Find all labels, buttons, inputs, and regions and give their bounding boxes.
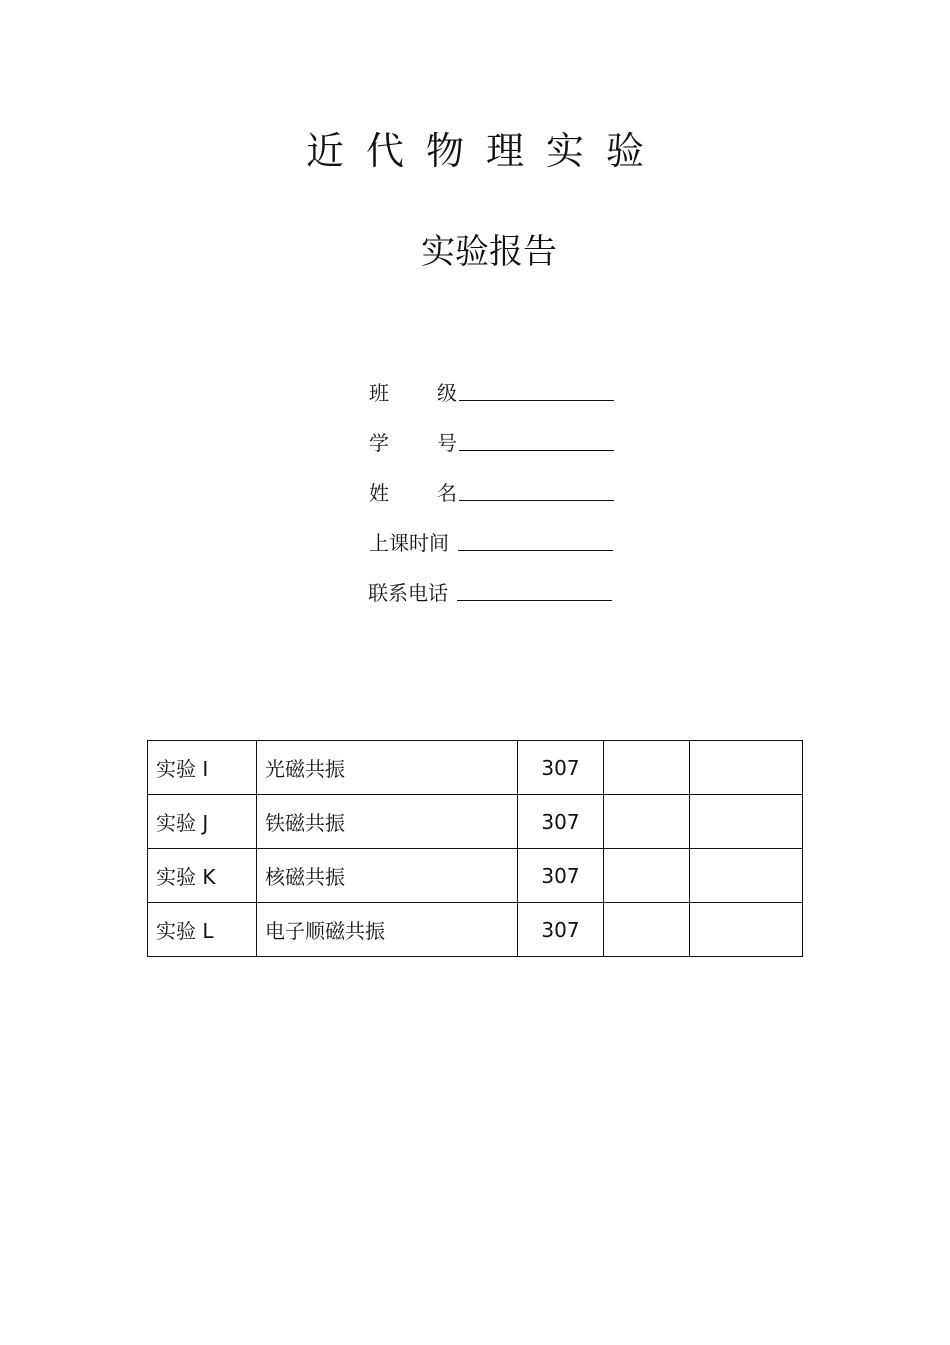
field-name-label-part2: 名 [437,481,457,505]
experiment-code: 实验 J [148,795,257,849]
experiment-room: 307 [518,849,604,903]
table-row [148,795,803,849]
experiment-code: 实验 K [148,849,257,903]
field-class [369,377,629,427]
empty-cell[interactable] [690,903,803,957]
table-row [148,741,803,795]
field-class-time-blank[interactable] [458,527,613,551]
experiment-name: 铁磁共振 [257,795,518,849]
experiment-room: 307 [518,795,604,849]
empty-cell[interactable] [690,741,803,795]
field-name-label-part1: 姓 [369,481,389,505]
field-student-id-label-part1: 学 [369,431,389,455]
experiment-name: 核磁共振 [257,849,518,903]
field-class-time-label: 上课时间 [369,531,449,555]
field-class-label-part1: 班 [369,381,389,405]
experiment-code: 实验 I [148,741,257,795]
field-class-blank[interactable] [459,377,614,401]
table-row [148,849,803,903]
experiment-table [147,740,803,957]
field-phone-label: 联系电话 [368,581,448,605]
student-info-form [369,377,629,627]
field-name-blank[interactable] [459,477,614,501]
field-phone-blank[interactable] [457,577,612,601]
table-row [148,903,803,957]
field-class-label-part2: 级 [437,381,457,405]
field-class-time [369,527,629,577]
experiment-room: 307 [518,741,604,795]
field-student-id-label [369,427,457,456]
field-name-label [369,477,457,506]
page-subtitle: 实验报告 [421,232,557,272]
page-title: 近代物理实验 [305,129,666,173]
experiment-room: 307 [518,903,604,957]
field-name [369,477,629,527]
field-student-id [369,427,629,477]
experiment-name: 光磁共振 [257,741,518,795]
field-student-id-label-part2: 号 [437,431,457,455]
empty-cell[interactable] [604,741,690,795]
empty-cell[interactable] [604,903,690,957]
field-student-id-blank[interactable] [459,427,614,451]
field-phone [368,577,629,627]
experiment-code: 实验 L [148,903,257,957]
experiment-name: 电子顺磁共振 [257,903,518,957]
empty-cell[interactable] [604,795,690,849]
empty-cell[interactable] [604,849,690,903]
empty-cell[interactable] [690,849,803,903]
field-class-label [369,377,457,406]
empty-cell[interactable] [690,795,803,849]
